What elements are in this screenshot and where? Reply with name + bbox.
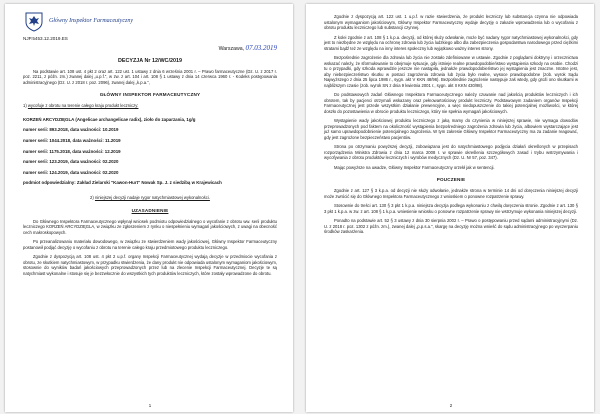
instruction-paragraph: Zgodnie z art. 127 § 3 k.p.a. od decyzji nie służy odwołanie, jednakże strona w terminie 14 dni od doręczenia niniejszej decyzji może zwrócić się do Głównego Inspektora Farmaceutycznego z wnioskiem o ponowne rozpatrzenie sprawy. [324,188,578,199]
document-page-1 [5,4,293,412]
batch-item: numer serii: 893.2018, data ważności: 10.2019 [23,127,119,133]
point-2-label: 2) [90,195,94,201]
body-paragraph: Z kolei zgodnie z art. 108 § 1 k.p.a. decyzji, od której służy odwołanie, może być nadany rygor natychmiastowej wykonalności, gdy jest to niezbędne ze względu na ochronę zdrowia lub życia ludzkiego albo dla zabezpieczenia gospodarstwa narodowego przed ciężkimi stratami bądź też ze względu na inny interes społeczny lub wyjątkowo ważny interes strony. [324,34,578,51]
batch-item: numer serii: 123.2019, data ważności: 02.2020 [23,159,119,165]
instruction-paragraph: Stosownie do treści art. 130 § 3 pkt 1 k.p.a. niniejsza decyzja podlega wykonaniu z chwilą doręczenia stronie. Zgodnie z art. 130 § 3 pkt 1 k.p.a. w zw. z art. 108 § 1 k.p.a. wniesienie wniosku o ponowne rozpatrzenie sprawy nie wstrzymuje wykonania niniejszej decyzji. [324,203,578,214]
justification-paragraph: Po przeanalizowaniu materiału dowodowego, w związku ze stwierdzeniem wady jakościowej, Główny Inspektor Farmaceutyczny postanowił podjąć decyzję o wycofaniu z obrotu na terenie całego kraju przedmiotowego produktu leczniczego. [23,239,277,250]
responsible-entity: podmiot odpowiedzialny: Zakład Zielarski "Kawon-Hurt" Nowak Sp. J. z siedzibą w Krajewicach [23,180,222,186]
point-2 [23,195,277,201]
batch-item: numer serii: 1044.2018, data ważności: 11.2019 [23,138,121,144]
justification-heading: UZASADNIENIE [131,207,169,213]
point-2-text: niniejszej decyzji nadaje rygor natychmiastowej wykonalności. [94,195,210,201]
handwritten-date: 07.03.2019 [245,43,277,52]
product-name: KORZEŃ ARCYDZIĘGLA (Angelicae archangelicae radix), zioło do zaparzania, 1g/g [23,116,196,122]
justification-paragraph: Zgodnie z dyspozycją art. 108 ust. 4 pkt 2 u.p.f. organy Inspekcji Farmaceutycznej wydają decyzje w przedmiocie wycofania z obrotu, ze skutkiem natychmiastowym, w przypadku stwierdzenia, że dany produkt nie odpowiada ustalonym wymaganiom jakościowym, stosownie do wyników badań jakościowych przeprowadzonych przez lub na zlecenie Inspekcji Farmaceutycznej. Decyzje te są natychmiast wykonalne i stosuje się je bezzwłocznie do wszystkich tych produktów leczniczych, które zostały wprowadzone do obrotu. [23,254,277,276]
document-page-2 [306,4,594,412]
place-name: Warszawa, [218,45,245,52]
body-paragraph: Strona po otrzymaniu powyższej decyzji, zobowiązana jest do natychmiastowego podjęcia działań określonych w przepisach rozporządzenia Ministra Zdrowia z dnia 12 marca 2008 r. w sprawie określenia szczegółowych zasad i trybu wstrzymywania i wycofywania z obrotu produktów leczniczych i wyrobów medycznych (Dz. U. Nr 57, poz. 347). [324,144,578,160]
point-1-label: 1) [23,103,27,108]
decision-title: DECYZJA Nr 12/WC/2019 [118,57,182,64]
letterhead [23,10,277,32]
body-paragraph: Zgodnie z dyspozycją art. 122 ust. 1 u.p.f. w razie stwierdzenia, że produkt leczniczy lub substancja czynna nie odpowiada ustalonym wymaganiom jakościowym, Główny Inspektor Farmaceutyczny wydaje decyzję o zakazie wprowadzenia lub o wycofaniu z obrotu produktu leczniczego lub substancji czynnej. [324,14,578,30]
justification-paragraph: Do Głównego Inspektora Farmaceutycznego wpłynął wniosek podmiotu odpowiedzialnego o wycofanie z obrotu ww. serii produktu leczniczego KORZEŃ ARCYDZIĘGLA, w związku ze zgłoszeniem z rynku o niespełnieniu wymagań jakościowych, z uwagi na obecność cech makroskopowych. [23,218,277,235]
authority-heading: GŁÓWNY INSPEKTOR FARMACEUTYCZNY [99,92,201,97]
batch-item: numer serii: 124.2019, data ważności: 02.2020 [23,169,119,175]
body-paragraph: Mając powyższe na uwadze, Główny Inspektor Farmaceutyczny orzekł jak w sentencji. [334,164,495,170]
page-number: 2 [449,403,453,408]
place-date [23,44,277,52]
body-paragraph: Wystąpienie wady jakościowej produktu leczniczego z jaką mamy do czynienia w niniejszej sprawie, nie wymaga dowodów przeprowadzonych pod faktem na okoliczność wystąpienia bezpośredniego zagrożenia zdrowia lub życia, albowiem wystarczające jest już samo uprawdopodobnienie potencjalnego zagrożenia. W tym zakresie Główny Inspektor Farmaceutyczny ma za zadanie reagować, gdy jest zagrożone bezpieczeństwo pacjentów. [324,118,578,140]
body-paragraph: Bezpośrednie zagrożenie dla zdrowia lub życia nie zostało zdefiniowane w ustawie. Zgodnie z poglądami doktryny i orzecznictwa wskazać należy, że sformułowanie to obejmuje sytuacje, gdy istnieje realne prawdopodobieństwo wystąpienia szkody na osobie. Chodzi tu o przypadki, gdy szkoda wprawdzie jeszcze nie nastąpiła, jednakże prawdopodobieństwo jej wystąpienia jest znaczne. Istotne jest, aby niebezpieczeństwo skutku w postaci zagrożenia zdrowia lub życia było realne, wysoce prawdopodobne (zob. wyrok Sądu Najwyższego z dnia 25 lipca 1986 r., sygn. akt V KKN 48/96). Bezpośrednie zagrożenie następuje zaś wtedy, gdy groźi ono skutkami w najbliższym czasie (zob. wyrok SN z dnia 9 kwietnia 2001 r., sygn. akt II KKN 430/98). [324,55,578,88]
instruction-heading: POUCZENIE [436,177,466,182]
legal-basis: Na podstawie art. 108 ust. 4 pkt 2 oraz art. 122 ust. 1 ustawy z dnia 6 września 2001 r. – Prawo farmaceutyczne (Dz. U. z 2017 r. poz. 2211, z późn. zm.) zwanej dalej „u.p.f.”, w zw. z art. 104 i art. 108 § 1 ustawy z dnia 14 czerwca 1960 r. - Kodeks postępowania administracyjnego (Dz. U. z 2018 r. poz. 2096), zwanej dalej „k.p.a.”, [23,68,277,85]
point-1-text: wycofuje z obrotu na terenie całego kraju produkt leczniczy: [27,103,139,108]
body-paragraph: Do podstawowych zadań Głównego Inspektora Farmaceutycznego należy czuwanie nad jakością produktów leczniczych i ich obrotem, tak by pacjenci otrzymali wskazany oraz pełnowartościowy produkt leczniczy. Podstawowym zadaniem organów Inspekcji Farmaceutycznej jest przede wszystkim działanie prewencyjne, a więc niedopuszczenie do takiej potencjalnej możliwości, w której doszło do pozostawienia w obrocie produktu leczniczego, który nie spełnia wymagań jakościowych. [324,92,578,114]
batch-item: numer serii: 1175.2018, data ważności: 12.2019 [23,148,121,154]
instruction-paragraph: Ponadto na podstawie art. 52 § 3 ustawy z dnia 30 sierpnia 2002 r. – Prawo o postępowaniu przed sądami administracyjnymi (Dz. U. z 2018 r. poz. 1302 z późn. zm.), zwanej dalej „p.p.s.a.”, skargę na decyzję można wnieść do sądu administracyjnego po wyczerpaniu środków zaskarżenia. [324,218,578,234]
eagle-emblem-icon [23,10,45,32]
case-reference: NJP.5453.12.2019.ES [23,36,68,41]
page-number: 1 [148,403,152,408]
letterhead-title: Główny Inspektor Farmaceutyczny [49,18,133,24]
